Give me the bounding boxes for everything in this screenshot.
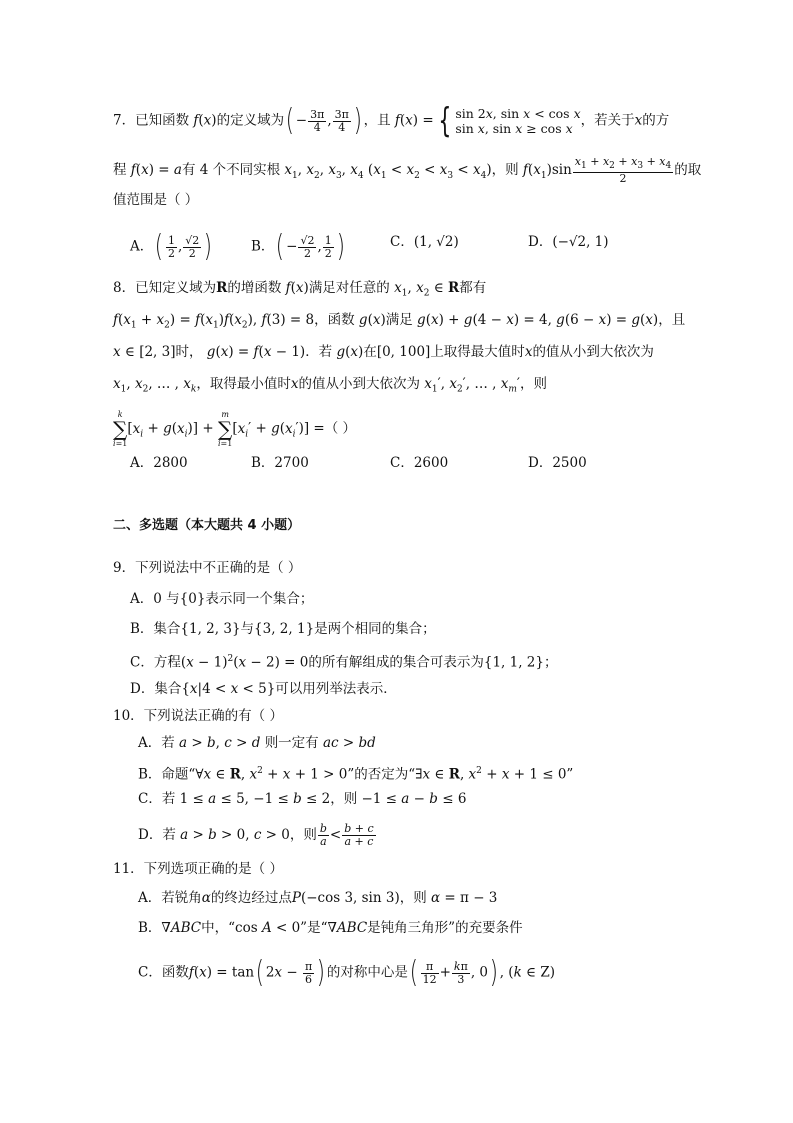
q10-option-c[interactable]: C．若 1 ≤ a ≤ 5, −1 ≤ b ≤ 2，则 −1 ≤ a − b ≤ 6 (138, 791, 467, 807)
q10-option-d[interactable]: D．若 a > b > 0, c > 0，则 $\frac{b}{a}$ < $\frac{b + c}{a + c}$ (138, 822, 374, 848)
q7-option-c[interactable]: C．(1, √2) (390, 234, 459, 250)
q7-option-b[interactable]: B．( − $\frac{√2}{2}$ , $\frac{1}{2}$ ) (251, 229, 345, 264)
q11-option-c[interactable]: C．函数f(x) = tan( 2x − $\frac{\pi}{6}$ ) 的对称中心是( $\frac{\pi}{12}$ + $\frac{k\pi}{3}$ , 0) , (k ∈ Z) (138, 955, 555, 990)
q9-option-d[interactable]: D．集合{x|4 < x < 5}可以用列举法表示． (130, 681, 397, 697)
q11-option-a[interactable]: A．若锐角α的终边经过点P(−cos 3, sin 3)，则 α = π − 3 (138, 890, 498, 906)
q8-option-d[interactable]: D．2500 (528, 455, 587, 471)
q8-line2: $f(x_1 + x_2) = f(x_1)f(x_2)$, f(3) = 8，函数 g(x)满足 g(x) + g(4 − x) = 4, g(6 − x) = g(x)，且 (113, 312, 686, 331)
q8-line3: x ∈ [2, 3]时， g(x) = f(x − 1)．若 g(x)在[0, 100]上取得最大值时x的值从小到大依次为 (113, 344, 654, 360)
q7-option-d[interactable]: D．(−√2, 1) (528, 234, 609, 250)
q9-stem: 9．下列说法中不正确的是（ ） (113, 560, 302, 576)
q9-option-c[interactable]: C．方程$(x - 1)^2(x - 2) = 0$的所有解组成的集合可表示为{1, 1, 2}； (130, 654, 558, 671)
q8-line4: $x_1$, $x_2$, … , $x_k$，取得最小值时x的值从小到大依次为 $x_1'$, $x_2'$, … , $x_m'$，则 (113, 376, 547, 395)
q7-line3: 值范围是（ ） (113, 192, 199, 208)
q11-stem: 11．下列选项正确的是（ ） (113, 861, 283, 877)
q9-option-a[interactable]: A．0 与{0}表示同一个集合； (130, 591, 314, 607)
q8-line1: 8．已知定义域为R的增函数 f(x)满足对任意的 $x_1$, $x_2$ ∈ R都有 (113, 280, 487, 299)
q8-option-a[interactable]: A．2800 (130, 455, 188, 471)
q7-line2: 程 f(x) = a有 4 个不同实根 $x_1$, $x_2$, $x_3$, $x_4$ $(x_1 < x_2 < x_3 < x_4)$，则 $f(x_1)\sin$ $\frac{x_1 + x_2 + x_3 + x_4}{2}$ 的取 (113, 155, 702, 186)
q10-stem: 10．下列说法正确的有（ ） (113, 708, 283, 724)
q7-number: 7． (113, 112, 136, 129)
q8-line5: k ∑ $i=1[x_i + g(x_i)] + m$ ∑ $i=1[x_i' + g(x_i')]$ =（ ） (113, 410, 357, 448)
q10-option-a[interactable]: A．若 a > b, c > d 则一定有 ac > bd (138, 735, 376, 751)
q8-option-c[interactable]: C．2600 (390, 455, 449, 471)
q8-option-b[interactable]: B．2700 (251, 455, 309, 471)
section-heading: 二、多选题（本大题共 4 小题） (113, 518, 301, 533)
q8-number: 8． (113, 280, 136, 296)
q9-option-b[interactable]: B．集合{1, 2, 3}与{3, 2, 1}是两个相同的集合； (130, 621, 436, 637)
q7-line1: 7．已知函数 f(x)的定义域为( − $\frac{3\pi}{4}$ , $\frac{3\pi}{4}$ ) ，且 f(x) = { sin 2x, sin x < cos x sin x, sin x ≥ cos x ，若关于x的方 (113, 101, 670, 141)
q10-option-b[interactable]: B．命题“∀x ∈ R, $x^2 + x + 1 > 0$”的否定为“∃x ∈ R, $x^2 + x + 1 \le 0$” (138, 766, 574, 783)
q11-option-b[interactable]: B．∇ABC中，“cos A < 0”是“∇ABC是钝角三角形”的充要条件 (138, 920, 523, 936)
q7-option-a[interactable]: A．( $\frac{1}{2}$ , $\frac{√2}{2}$ ) (130, 229, 213, 264)
